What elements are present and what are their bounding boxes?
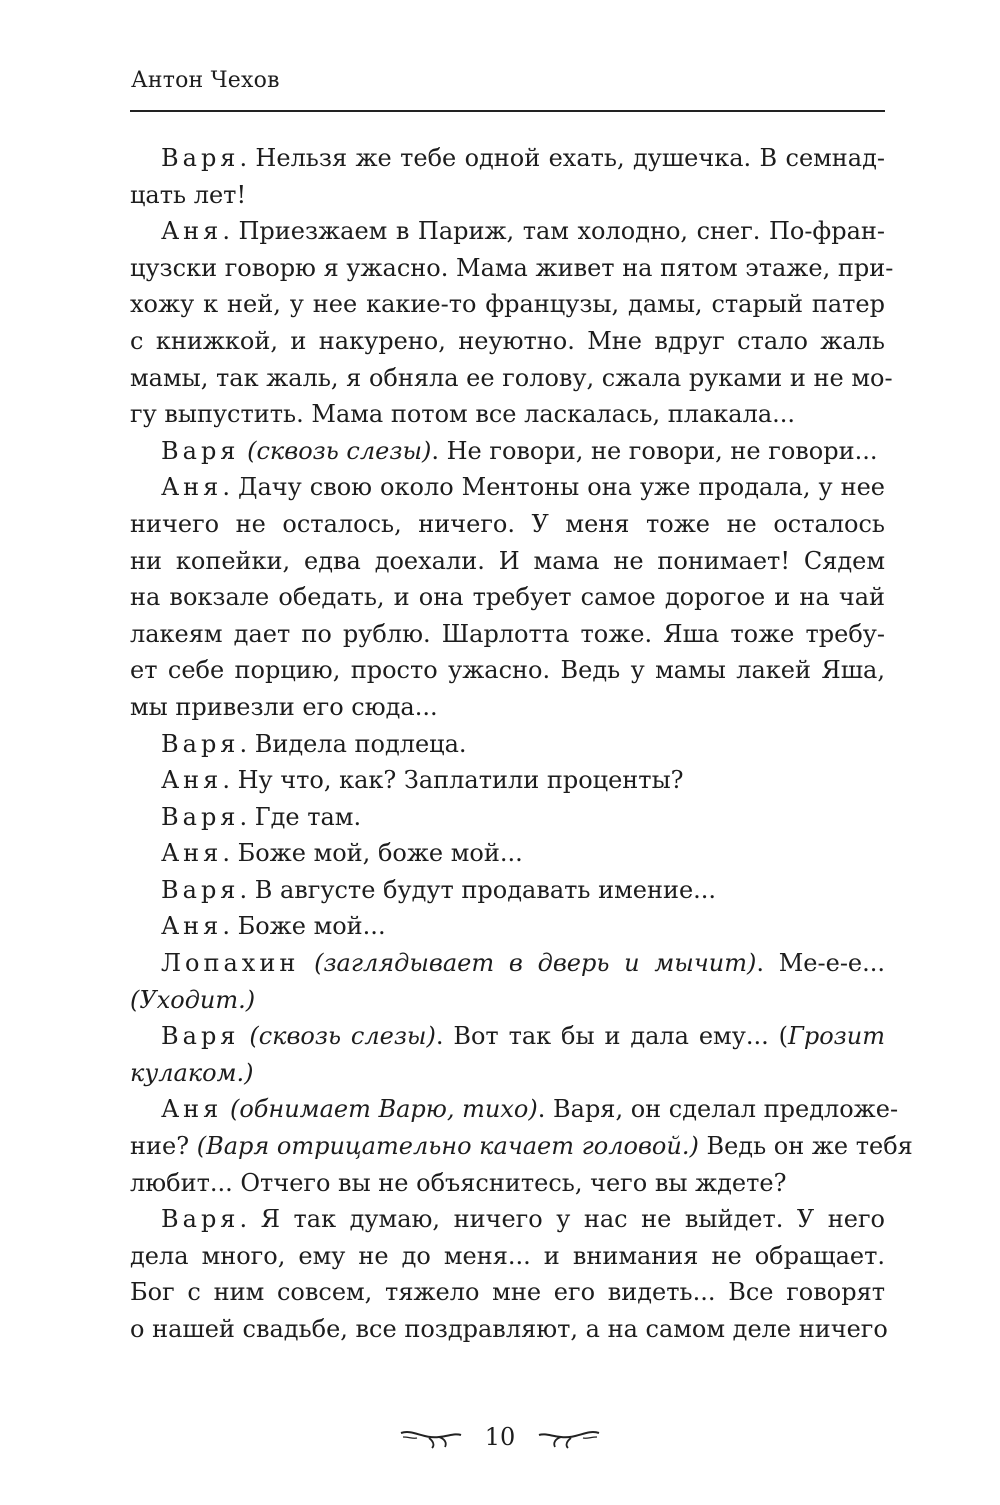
line-text [222,1095,230,1123]
text-line [130,177,885,214]
text-line [130,396,885,433]
stage-direction: (Уходит.) [130,985,256,1014]
text-line [130,982,885,1019]
stage-direction: (сквозь слезы) [249,1022,436,1051]
line-text: ние? [130,1132,197,1161]
text-line [130,652,885,689]
text-line [130,835,885,872]
text-line [130,908,885,945]
text-line [130,1128,913,1165]
line-text: . В августе будут продавать имение... [239,875,717,904]
line-text: Бог с ним совсем, тяжело мне его видеть... Все говорят [130,1278,885,1307]
stage-direction: (обнимает Варю, тихо) [229,1095,538,1124]
text-line [130,762,885,799]
line-text: мамы, так жаль, я обняла ее голову, сжала руками и не мо- [130,363,893,392]
text-line [130,799,885,836]
text-line [130,1201,885,1238]
line-text: ет себе порцию, просто ужасно. Ведь у мамы лакей Яша, [130,656,885,685]
line-text: . Варя, он сделал предложе- [537,1095,899,1124]
line-text: . Ну что, как? Заплатили проценты? [222,766,684,795]
text-line [130,616,885,653]
line-text: . Не говори, не говори, не говори... [431,436,878,465]
line-text: . Приезжаем в Париж, там холодно, снег. По-фран- [222,217,885,246]
stage-direction: Грозит [787,1022,885,1051]
speaker-name: Аня [161,1095,223,1124]
line-text: . Я так думаю, ничего у нас не выйдет. У него [239,1205,885,1234]
text-line [130,1238,885,1275]
text-line [130,360,893,397]
text-line [130,506,885,543]
speaker-name: Аня [161,473,223,502]
line-text: мы привезли его сюда... [130,692,438,721]
speaker-name: Варя [161,1022,240,1051]
speaker-name: Лопахин [161,949,300,978]
text-line [130,543,885,580]
speaker-name: Варя [161,729,240,758]
line-text: о нашей свадьбе, все поздравляют, а на самом деле ничего [130,1315,888,1343]
speaker-name: Аня [161,839,223,868]
page-footer [0,1417,1000,1457]
stage-direction: кулаком.) [130,1058,254,1087]
line-text: хожу к ней, у нее какие-то французы, дамы, старый патер [130,290,885,319]
text-line [130,1274,885,1311]
line-text: дела много, ему не до меня... и внимания не обращает. [130,1241,885,1270]
text-line [130,1018,885,1055]
line-text: Ведь он же тебя [698,1132,913,1161]
text-line [130,726,885,763]
text-line [130,323,885,360]
stage-direction: (сквозь слезы) [247,436,432,465]
text-line [130,1091,899,1128]
speaker-name: Аня [161,766,223,795]
line-text: . Боже мой, боже мой... [222,839,523,868]
speaker-name: Аня [161,217,223,246]
speaker-name: Аня [161,912,223,941]
stage-direction: (Варя отрицательно качает головой.) [196,1132,699,1161]
text-line [130,1311,888,1348]
body-text [130,140,913,1348]
text-line [130,286,885,323]
line-text: ни копейки, едва доехали. И мама не понимает! Сядем [130,546,885,575]
speaker-name: Варя [161,875,240,904]
running-head-author: Антон Чехов [131,68,280,93]
line-text [239,437,247,465]
text-line [130,469,885,506]
line-text: лакеям дает по рублю. Шарлотта тоже. Яша тоже требу- [130,619,885,648]
line-text: ничего не осталось, ничего. У меня тоже не осталось [130,509,885,538]
line-text: цузски говорю я ужасно. Мама живет на пятом этаже, при- [130,253,894,282]
line-text [239,1022,249,1050]
line-text: на вокзале обедать, и она требует самое дорогое и на чай [130,583,885,612]
speaker-name: Варя [161,144,240,172]
left-flourish-icon [399,1425,463,1449]
text-line [130,689,885,726]
page-number: 10 [484,1423,516,1451]
line-text: . Где там. [239,802,362,831]
text-line [130,1055,885,1092]
line-text [299,949,314,977]
line-text: . Нельзя же тебе одной ехать, душечка. В семнад- [239,144,885,172]
line-text: с книжкой, и накурено, неуютно. Мне вдруг стало жаль [130,326,885,355]
line-text: . Вот так бы и дала ему... ( [435,1022,788,1051]
text-line [130,1165,885,1202]
speaker-name: Варя [161,1205,240,1234]
text-line [130,140,885,177]
line-text: . Дачу свою около Ментоны она уже продала, у нее [222,473,885,502]
text-line [130,213,885,250]
speaker-name: Варя [161,436,240,465]
line-text: любит... Отчего вы не объяснитесь, чего вы ждете? [130,1168,787,1197]
text-line [130,945,885,982]
right-flourish-icon [537,1425,601,1449]
line-text: . Видела подлеца. [239,729,467,758]
text-line [130,872,885,909]
text-line [130,579,885,616]
text-line [130,250,894,287]
line-text: гу выпустить. Мама потом все ласкалась, плакала... [130,400,796,429]
stage-direction: (заглядывает в дверь и мычит) [314,949,757,978]
speaker-name: Варя [161,802,240,831]
line-text: цать лет! [130,180,247,209]
header-rule [130,110,885,112]
line-text: . Боже мой... [222,912,386,941]
text-line [130,433,885,470]
line-text: . Ме-е-е... [756,949,886,978]
